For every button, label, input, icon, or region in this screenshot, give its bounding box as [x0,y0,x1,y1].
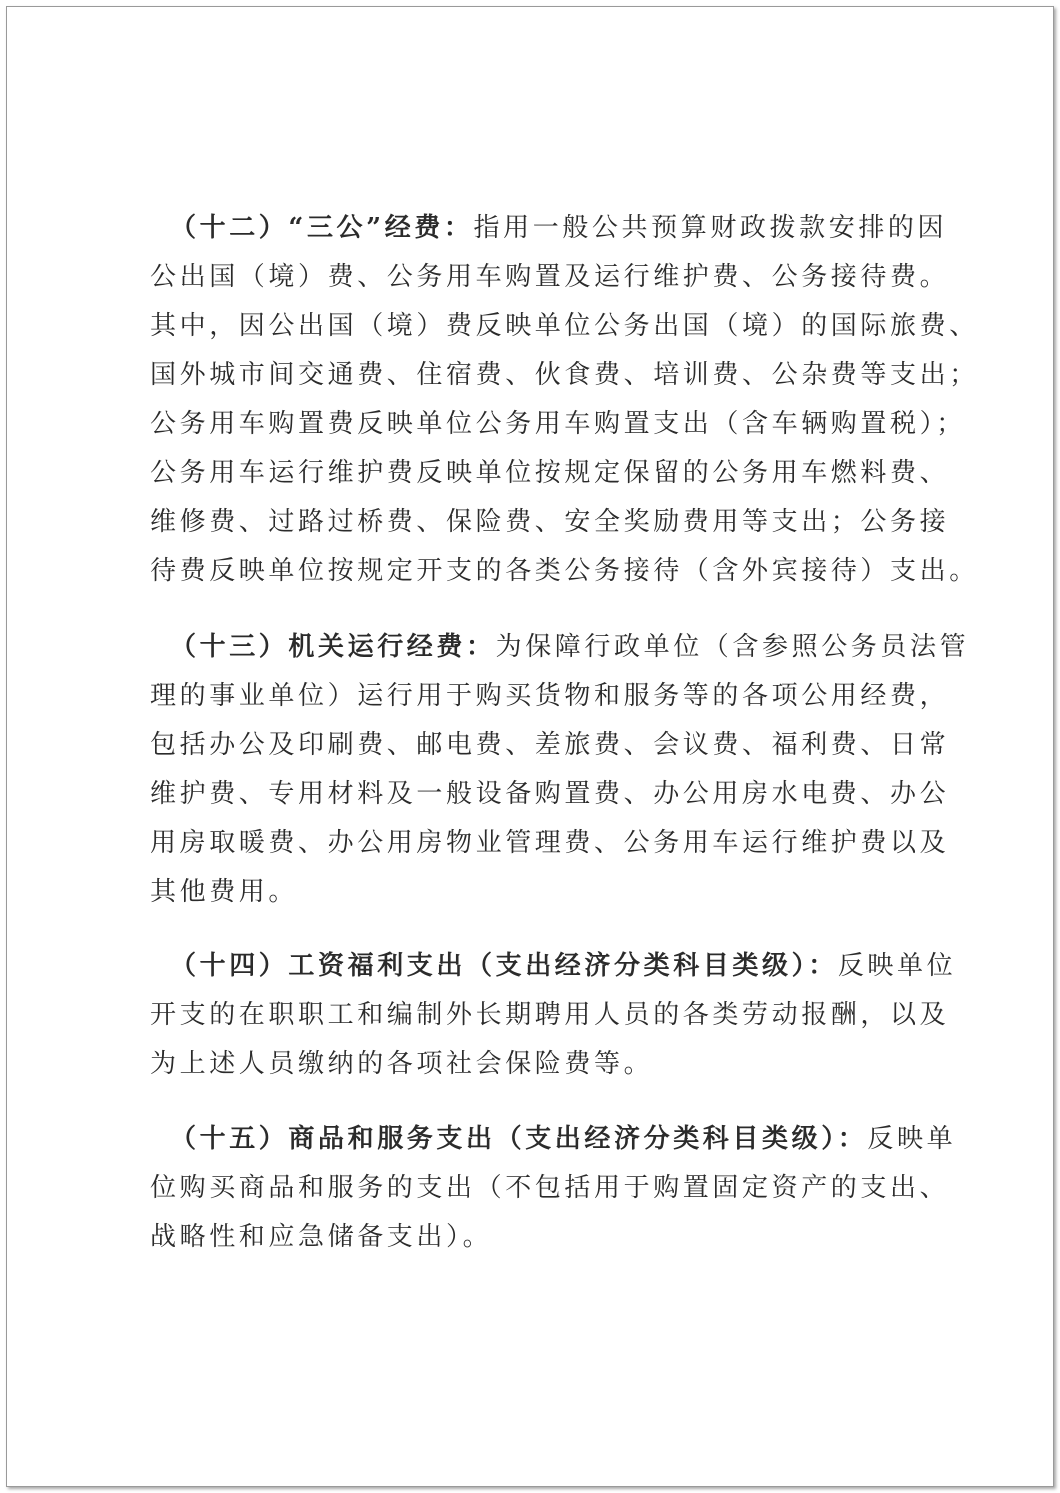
paragraph-line: 用房取暖费、办公用房物业管理费、公务用车运行维护费以及 [150,828,950,858]
paragraph-line: 公出国（境）费、公务用车购置及运行维护费、公务接待费。 [150,262,950,292]
paragraph-line: 维护费、专用材料及一般设备购置费、办公用房水电费、办公 [150,779,950,809]
paragraph-line: 待费反映单位按规定开支的各类公务接待（含外宾接待）支出。 [150,556,979,586]
section-14 [150,942,957,1089]
section-heading: （十三）机关运行经费： [170,632,496,662]
paragraph-first-line [150,1115,957,1164]
paragraph-first-line [150,204,948,253]
paragraph-line: 公务用车运行维护费反映单位按规定保留的公务用车燃料费、 [150,458,950,488]
section-heading: （十二）“三公”经费： [170,213,474,243]
section-12 [150,204,979,596]
paragraph-text: 反映单 [867,1124,957,1154]
paragraph-text: 指用一般公共预算财政拨款安排的因 [473,213,948,243]
document-page [6,6,1054,1487]
paragraph-line: 包括办公及印刷费、邮电费、差旅费、会议费、福利费、日常 [150,730,950,760]
paragraph-line: 开支的在职职工和编制外长期聘用人员的各类劳动报酬，以及 [150,1000,950,1030]
section-15 [150,1115,957,1262]
paragraph-first-line [150,942,957,991]
paragraph-line: 维修费、过路过桥费、保险费、安全奖励费用等支出；公务接 [150,507,950,537]
section-13 [150,623,970,917]
paragraph-text: 反映单位 [837,951,957,981]
section-heading: （十五）商品和服务支出（支出经济分类科目类级）： [170,1124,868,1154]
paragraph-first-line [150,623,970,672]
paragraph-line: 国外城市间交通费、住宿费、伙食费、培训费、公杂费等支出； [150,360,979,390]
paragraph-line: 战略性和应急储备支出）。 [150,1222,493,1252]
paragraph-text: 为保障行政单位（含参照公务员法管 [495,632,970,662]
paragraph-line: 公务用车购置费反映单位公务用车购置支出（含车辆购置税）； [150,409,966,439]
paragraph-line: 其他费用。 [150,877,299,907]
paragraph-line: 其中，因公出国（境）费反映单位公务出国（境）的国际旅费、 [150,311,979,341]
paragraph-line: 位购买商品和服务的支出（不包括用于购置固定资产的支出、 [150,1173,950,1203]
section-heading: （十四）工资福利支出（支出经济分类科目类级）： [170,951,838,981]
paragraph-line: 理的事业单位）运行用于购买货物和服务等的各项公用经费， [150,681,950,711]
paragraph-line: 为上述人员缴纳的各项社会保险费等。 [150,1049,654,1079]
